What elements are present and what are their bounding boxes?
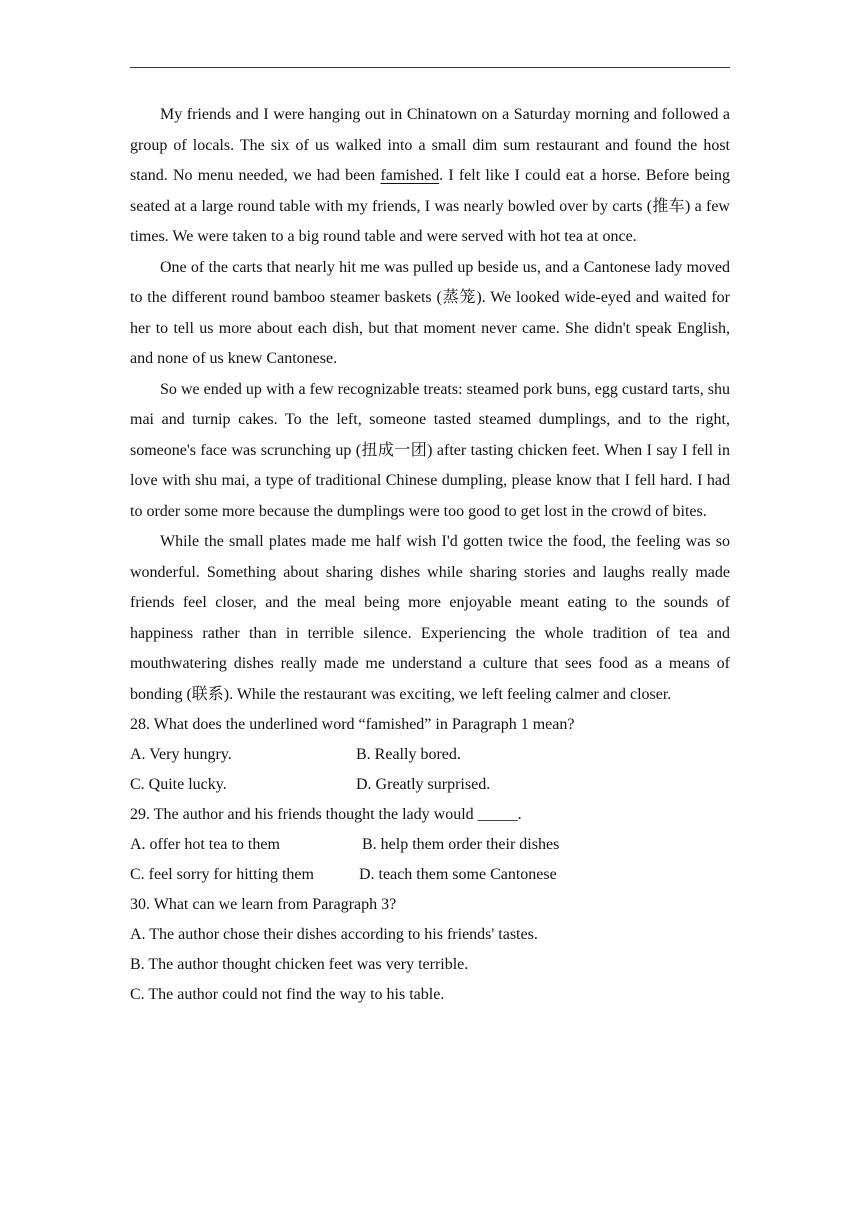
option-b: B. Really bored. (356, 746, 461, 763)
option-row (130, 770, 730, 800)
passage-paragraph-1 (130, 100, 730, 253)
question-30 (130, 890, 730, 1010)
question-stem: 29. The author and his friends thought the lady would _____. (130, 806, 522, 823)
option-a: A. The author chose their dishes according to his friends' tastes. (130, 926, 538, 943)
option-c: C. The author could not find the way to his table. (130, 986, 445, 1003)
option-a: A. offer hot tea to them (130, 836, 280, 853)
option-b: B. help them order their dishes (362, 836, 560, 853)
question-29 (130, 800, 730, 890)
option-row (130, 860, 730, 890)
reading-passage (130, 100, 730, 710)
passage-paragraph-2: One of the carts that nearly hit me was pulled up beside us, and a Cantonese lady moved to the different round bamboo steamer baskets (蒸笼). We looked wide-eyed and waited for her to tell us more about each dish, but that moment never came. She didn't speak English, and none of us knew Cantonese. (130, 258, 730, 367)
question-stem: 28. What does the underlined word “famished” in Paragraph 1 mean? (130, 716, 575, 733)
header-rule (130, 67, 730, 68)
underlined-word: famished (380, 167, 440, 184)
passage-paragraph-3: So we ended up with a few recognizable treats: steamed pork buns, egg custard tarts, shu mai and turnip cakes. To the left, someone tasted steamed dumplings, and to the right, someone's face was scrunching up (扭成一团) after tasting chicken feet. When I say I fell in love with shu mai, a type of traditional Chinese dumpling, please know that I fell hard. I had to order some more because the dumplings were too good to get lost in the crowd of bites. (130, 380, 730, 520)
option-d: D. Greatly surprised. (356, 776, 491, 793)
option-d: D. teach them some Cantonese (359, 866, 557, 883)
option-a: A. Very hungry. (130, 746, 232, 763)
paragraph-1-text-before: My friends and I were hanging out in Chinatown on a Saturday morning and followed a group of locals. The six of us walked into a small dim sum restaurant and found the host stand. No menu needed, we had been (130, 106, 730, 184)
question-28 (130, 710, 730, 800)
passage-paragraph-4: While the small plates made me half wish I'd gotten twice the food, the feeling was so wonderful. Something about sharing dishes while sharing stories and laughs really made friends feel closer, and the meal being more enjoyable meant eating to the sounds of happiness rather than in terrible silence. Experiencing the whole tradition of tea and mouthwatering dishes really made me understand a culture that sees food as a means of bonding (联系). While the restaurant was exciting, we left feeling calmer and closer. (130, 533, 730, 703)
option-row (130, 740, 730, 770)
paragraph-1-text-after: . I felt like I could eat a horse. Before being seated at a large round table with my friends, I was nearly bowled over by carts (推车) a few times. We were taken to a big round table and were served with hot tea at once. (130, 167, 731, 245)
option-b: B. The author thought chicken feet was very terrible. (130, 956, 469, 973)
option-row (130, 830, 730, 860)
question-stem: 30. What can we learn from Paragraph 3? (130, 896, 397, 913)
exam-content (130, 100, 730, 1010)
option-c: C. Quite lucky. (130, 776, 227, 793)
option-c: C. feel sorry for hitting them (130, 866, 314, 883)
